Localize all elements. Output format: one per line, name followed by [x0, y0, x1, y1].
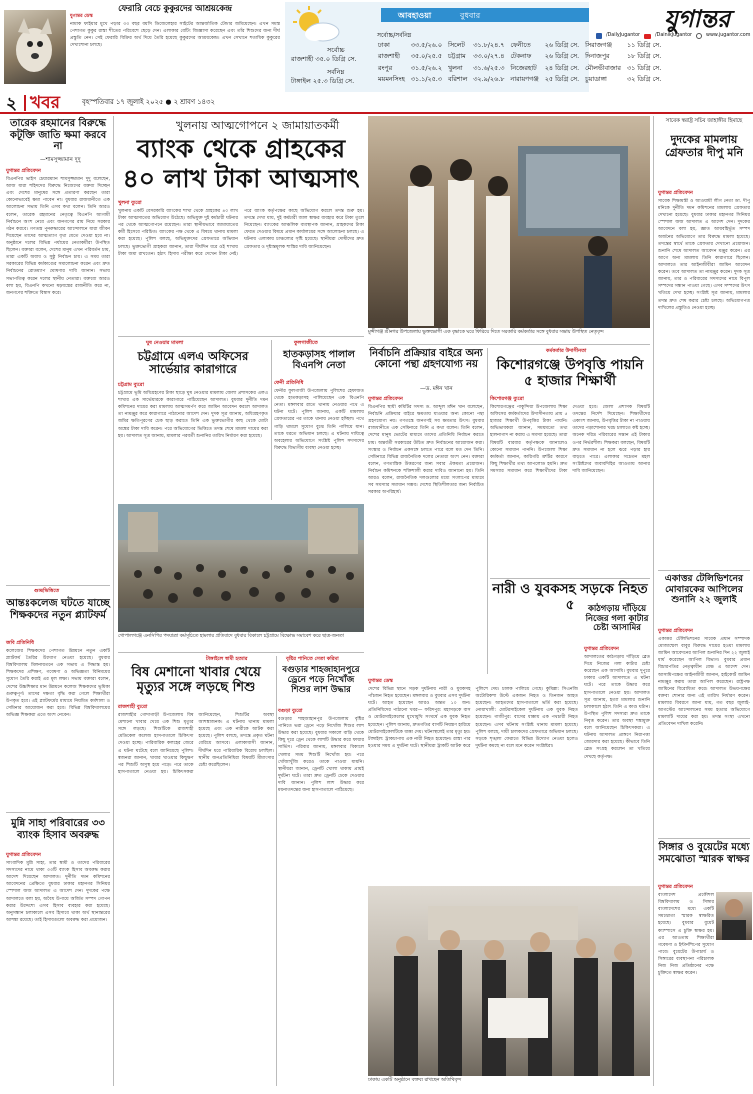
weather-cell: ৩১.৮/২৪.৭	[473, 41, 505, 49]
weather-cell: ৩২.৯/২৬.৮	[473, 74, 505, 83]
col1-story1-byline: যুগান্তর প্রতিবেদন	[6, 168, 41, 174]
lead-byline: খুলনা ব্যুরো	[118, 200, 142, 206]
weather-cell: ২৬ ডিগ্রি সে.	[544, 52, 580, 61]
right2-byline: যুগান্তর প্রতিবেদন	[658, 628, 693, 634]
col1-story2-body: কলেজের শিক্ষকদের পেশাগত উন্নয়নে নতুন একটি প্ল্যাটফর্ম তৈরির উদ্যোগ নেওয়া হয়েছে। বুধবার বিশ্ববিদ্যালয় মিলনায়তনে এক সভায় এ সিদ্ধান্ত হয়। শিক্ষকদের প্রশিক্ষণ, গবেষণা ও অভিজ্ঞতা বিনিময়ের সুযোগ তৈরি করাই এর মূল লক্ষ্য। সভায় বক্তারা বলেন, দেশের উচ্চশিক্ষার মান উন্নয়নে কলেজ শিক্ষকদের ভূমিকা গুরুত্বপূর্ণ। তাদের দক্ষতা বৃদ্ধি করা গেলে শিক্ষার্থীরা উপকৃত হবে। এই প্ল্যাটফর্মের মাধ্যমে নিয়মিত কর্মশালা ও সেমিনার আয়োজন করা হবে। বিভিন্ন বিশ্ববিদ্যালয়ের অভিজ্ঞ শিক্ষকরা এতে অংশ নেবেন।	[6, 649, 110, 718]
weather-cell: নারায়ণগঞ্জ	[510, 74, 539, 83]
kishor-byline: কিশোরগঞ্জ ব্যুরো	[490, 396, 524, 402]
weather-cell: দিনাজপুর	[585, 52, 610, 61]
right-sep2	[658, 838, 750, 839]
right2-headline[interactable]: একাত্তর টেলিভিশনের মোবারকের আপিলের শুনানি ২২ জুলাই	[664, 573, 744, 606]
weather-cell: সিরাজগঞ্জ	[585, 41, 612, 49]
weather-cell: চুয়াডাঙ্গা	[585, 74, 607, 83]
weather-max-value: রাজশাহী ৩৫.০ ডিগ্রি সে.	[291, 55, 357, 63]
weather-cell: মৌলভীবাজার	[585, 63, 621, 72]
poison-headline[interactable]: বিষ মেশানো খাবার খেয়ে মৃত্যুর সঙ্গে লড়ছে শিশু	[131, 665, 261, 695]
weather-cell: ফেনীতে	[510, 41, 531, 49]
poison-body: রাজশাহীর গোদাগাড়ী উপজেলায় বিষ মেশানো খাবার খেয়ে এক শিশু মৃত্যুর সঙ্গে লড়ছে। শিশুটিকে রাজশাহী মেডিকেল কলেজ হাসপাতালে চিকিৎসা দেওয়া হচ্ছে। পারিবারিক কলহের জেরে এ ঘটনা ঘটেছে বলে জানিয়েছে পুলিশ। স্বজনরা জানান, খাবার খাওয়ার কিছুক্ষণ পর শিশুটি অসুস্থ হয়ে পড়ে। পরে তাকে হাসপাতালে নেওয়া হয়। চিকিৎসকরা জানিয়েছেন, শিশুটির অবস্থা আশঙ্কাজনক। এ ঘটনায় থানায় মামলা হয়েছে এবং এক নারীকে আটক করা হয়েছে। পুলিশ বলছে, তদন্তে প্রকৃত ঘটনা বেরিয়ে আসবে। এলাকাবাসী জানান, দীর্ঘদিন ধরে পারিবারিক বিরোধ চলছিল। স্থানীয় জনপ্রতিনিধিরা বিষয়টি মীমাংসার চেষ্টা করেছিলেন।	[118, 713, 274, 775]
women-headline[interactable]: নারী ও যুবকসহ সড়কে নিহত ৫	[492, 581, 648, 613]
weather-row	[375, 63, 664, 74]
weather-cell: চট্টগ্রাম	[447, 52, 466, 61]
right3-byline: যুগান্তর প্রতিবেদন	[658, 884, 693, 890]
mid-sep1	[368, 344, 650, 345]
weather-tab: আবহাওয়া	[398, 11, 432, 20]
bogura-rule	[276, 656, 277, 1086]
col1-story3-body: সাংবাদিক মুন্নি সাহা, তার স্বামী ও তাদের পরিবারের সদস্যদের নামে থাকা ৩৩টি ব্যাংক হিসাব অবরুদ্ধ করার আদেশ দিয়েছেন আদালত। দুর্নীতি দমন কমিশনের আবেদনের প্রেক্ষিতে বুধবার ঢাকার মহানগর সিনিয়র স্পেশাল জজ আদালত এ আদেশ দেন। দুদকের পক্ষে আদালতে বলা হয়, অবৈধ উপায়ে অর্জিত সম্পদ গোপন করার উদ্দেশ্যে এসব হিসাব ব্যবহার করা হয়েছে। অনুসন্ধান চলাকালে এসব হিসাবে থাকা অর্থ স্থানান্তরের আশঙ্কা রয়েছে। তাই হিসাবগুলো অবরুদ্ধ করা প্রয়োজন।	[6, 861, 110, 923]
weather-row	[375, 74, 664, 85]
weather-row	[375, 40, 664, 51]
poison-kicker: টাঙ্গাইলে স্বামী হত্যার	[206, 656, 248, 662]
weather-min-label: সর্বনিম্ন	[327, 68, 345, 76]
lead-sep2	[118, 652, 364, 653]
website-link[interactable]: www.jugantor.com	[706, 32, 751, 38]
right3-body: বাংলাদেশ প্রকৌশল বিশ্ববিদ্যালয় ও সিঙ্গার বাংলাদেশের মধ্যে একটি সমঝোতা স্মারক স্বাক্ষরিত হয়েছে। বুধবার বুয়েট ক্যাম্পাসে এ চুক্তি স্বাক্ষর হয়। এর আওতায় শিক্ষার্থীরা গবেষণা ও ইন্টার্নশিপের সুযোগ পাবে। বুয়েটের উপাচার্য ও সিঙ্গারের ব্যবস্থাপনা পরিচালক নিজ নিজ প্রতিষ্ঠানের পক্ষে চুক্তিতে স্বাক্ষর করেন।	[658, 893, 714, 977]
top-promo-body: নামাক ফাইয়ার মুখে পড়ার ৩৩ বছর বয়সি ডিজেলেহার সাইটের আন্তর্জাতিক টেন্ডার জমিয়েছেন। এখন সমস্ত পেশাগত কুকুর রাস্তা শীতের পরিবেশে ছেড়ে দেন। এলাকার বেটিং জিজ্ঞাসা করেছেন এবং তাঁর শিশুদের জন্য দীর্ঘ প্রস্তুতি নেন। সেই ফেরারি বিক্রির অর্থ দিয়ে তৈরি হয়েছে কুকুরদের আশ্রয়কেন্দ্র। এখন সেখানে শতাধিক কুকুরের দেখাশোনা চলছে।	[70, 22, 280, 49]
top-promo[interactable]	[4, 2, 280, 92]
event-photo	[368, 886, 650, 1076]
kishor-headline[interactable]: কিশোরগঞ্জে উপবৃত্তি পায়নি ৫ হাজার শিক্ষার্থী	[496, 357, 644, 389]
col1-rule	[113, 116, 114, 1086]
page-number: ২	[6, 94, 18, 114]
section-name: খবর	[30, 93, 60, 113]
lead-sep	[118, 336, 364, 337]
social-bar	[596, 31, 752, 41]
right-rule	[653, 116, 654, 1086]
bogura-byline: বগুড়া ব্যুরো	[278, 708, 303, 714]
col1-story3-headline[interactable]: মুন্নি সাহা পরিবারের ৩৩ ব্যাংক হিসাব অবরুদ্ধ	[11, 818, 105, 841]
election-sub: —ড. মঈন খান	[420, 386, 453, 392]
weather-cell: ২৬ ডিগ্রি সে.	[544, 41, 580, 49]
court-headline[interactable]: কাঠগড়ায় দাঁড়িয়ে নিজের গলা কাটার চেষ্টা আসামির	[585, 603, 649, 633]
weather-table	[375, 40, 664, 85]
right1-byline: যুগান্তর প্রতিবেদন	[658, 190, 693, 196]
weather-cell: ৩১.১/২৫.৩	[410, 74, 442, 83]
election-headline[interactable]: নির্বাচনি প্রক্রিয়ার বাইরে অন্য কোনো পন্থা গ্রহণযোগ্য নয়	[369, 348, 483, 371]
crowd-photo	[118, 504, 364, 632]
right1-body: সাবেক শিক্ষামন্ত্রী ও আওয়ামী লীগ নেতা ডা. দীপু মনিকে দুর্নীতি দমন কমিশনের মামলায় গ্রেফতার দেখানো হয়েছে। বুধবার ঢাকার মহানগর সিনিয়র স্পেশাল জজ আদালত এ আদেশ দেন। দুদকের আবেদনে বলা হয়, জ্ঞাত আয়বহির্ভূত সম্পদ অর্জনের অভিযোগে তার বিরুদ্ধে মামলা হয়েছে। তদন্তের স্বার্থে তাকে গ্রেফতার দেখানো প্রয়োজন। শুনানি শেষে আদালত আবেদন মঞ্জুর করেন। এর আগে অন্য মামলায় তিনি কারাগারে ছিলেন। আদালতে তার আইনজীবীরা জামিন আবেদন করেন। তবে আদালত তা নামঞ্জুর করেন। দুদক সূত্র জানায়, তার ও পরিবারের সদস্যদের নামে বিপুল সম্পদের সন্ধান পাওয়া গেছে। এসব সম্পদের উৎস খতিয়ে দেখা হচ্ছে। সংশ্লিষ্ট সূত্র জানায়, মামলার তদন্ত দ্রুত শেষ করার চেষ্টা চলছে। অভিযোগপত্র দাখিলের প্রস্তুতিও নেওয়া হচ্ছে।	[658, 199, 750, 311]
facebook-icon[interactable]	[596, 33, 602, 39]
weather-day: বুধবার	[460, 11, 481, 20]
weather-cell: ৩৩.৫/২৬.০	[410, 41, 442, 49]
sun-cloud-icon	[291, 6, 343, 47]
col1-sep1	[6, 585, 110, 586]
weather-cell: বরিশাল	[447, 74, 468, 83]
col1-story2-kicker: গুচ্ছভিত্তিতে	[34, 588, 60, 594]
meeting-photo	[368, 116, 650, 328]
weather-cell: ৩৫.০/২৫.৫	[410, 52, 442, 61]
top-promo-byline: যুগান্তর ডেস্ক	[70, 14, 93, 19]
col1-story2-headline[interactable]: আন্তঃকলেজ ঘটতে যাচ্ছে শিক্ষকদের নতুন প্ল্যাটফর্ম	[6, 598, 110, 621]
weather-cell: ময়মনসিংহ	[378, 74, 405, 83]
small1-headline[interactable]: চট্টগ্রামে এলএ অফিসের সার্ভেয়ার কারাগারে	[137, 349, 249, 377]
event-photo-caption: ঢাকায় একটি অনুষ্ঠানে বক্তব্য রাখছেন অতিথিবৃন্দ	[368, 1078, 462, 1083]
person-photo	[716, 892, 752, 940]
meeting-photo-caption: মুন্সীগঞ্জ শ্রীনগর উপজেলায় ভুক্তভোগী এক বৃদ্ধাকে ঘরে ফিরিয়ে দিতে সরকারি কর্মকর্তার সঙ্গে বুধবার সভায় উপস্থিত নেতৃবৃন্দ	[368, 330, 604, 335]
small1-byline: চট্টগ্রাম ব্যুরো	[118, 382, 145, 388]
kishor-body: কিশোরগঞ্জের পাকুন্দিয়া উপজেলায় শিক্ষা অফিসের কর্মকর্তাদের উদাসীনতায় প্রায় ৫ হাজার শিক্ষার্থী উপবৃত্তির টাকা পায়নি। অভিভাবকরা জানান, সময়মতো তথ্য হালনাগাদ না করায় এ সমস্যা হয়েছে। তারা বিষয়টি বারবার কর্তৃপক্ষকে জানালেও কোনো সমাধান পাননি। উপজেলা শিক্ষা কর্মকর্তা জানান, কারিগরি ত্রুটির কারণে কিছু শিক্ষার্থীর তথ্য আপলোড হয়নি। দ্রুত সমস্যার সমাধান করে শিক্ষার্থীদের টাকা দেওয়া হবে। জেলা প্রশাসক বিষয়টি তদন্তের নির্দেশ দিয়েছেন। শিক্ষার্থীদের একাংশ জানায়, উপবৃত্তির টাকা না পাওয়ায় তাদের পড়াশোনার খরচ চালাতে কষ্ট হচ্ছে। অনেক দরিদ্র পরিবারের সন্তান এই টাকার ওপর নির্ভরশীল। শিক্ষকরা বলছেন, বিষয়টি দ্রুত সমাধান না হলে ঝরে পড়ার হার বাড়তে পারে। এলাকার সচেতন মহল সংশ্লিষ্টদের জবাবদিহির আওতায় আনার দাবি জানিয়েছেন।	[490, 405, 650, 474]
weather-cell: রাজশাহী	[378, 52, 400, 61]
weather-cell: ঢাকা	[378, 41, 390, 49]
poison-byline: রাজশাহী ব্যুরো	[118, 704, 148, 710]
small2-headline[interactable]: হাতকড়াসহ পালাল বিএনপি নেতা	[283, 349, 355, 371]
small-rule	[271, 340, 272, 500]
weather-cell: ৩১.৫/২৬.২	[410, 63, 442, 72]
right1-kicker: সাবেক স্বরাষ্ট্র সচিব জাহাঙ্গীর হিমাছে	[665, 118, 743, 124]
weather-cell: ৩২ ডিগ্রি সে.	[626, 74, 662, 83]
facebook-handle[interactable]: /DailyJugantor	[606, 32, 641, 38]
right2-body: একাত্তর টেলিভিশনের সাবেক প্রধান সম্পাদক মোজাম্মেল বাবুর বিরুদ্ধে দায়ের হওয়া মামলায় জামিন আবেদনের আপিল শুনানির দিন ২২ জুলাই ধার্য করেছেন আপিল বিভাগ। বুধবার প্রধান বিচারপতির নেতৃত্বাধীন বেঞ্চ এ আদেশ দেন। আসামিপক্ষের আইনজীবী জানান, হাইকোর্ট জামিন নামঞ্জুর করায় তারা আপিল করেছেন। রাষ্ট্রপক্ষ জামিনের বিরোধিতা করে। আদালত উভয়পক্ষের বক্তব্য শোনার জন্য এই তারিখ নির্ধারণ করেন। মামলার বিবরণে জানা যায়, গত বছর জুলাই-আগস্টের আন্দোলনের সময় হত্যার অভিযোগে মামলাটি দায়ের করা হয়। তদন্ত সংস্থা এখনো প্রতিবেদন দাখিল করেনি।	[658, 637, 750, 728]
page-divider	[24, 95, 26, 111]
small2-body: ফেনীর ফুলগাজী উপজেলায় পুলিশের হেফাজত থেকে হাতকড়াসহ পালিয়েছেন এক বিএনপি নেতা। মঙ্গলবার রাতে থানায় নেওয়ার পথে এ ঘটনা ঘটে। পুলিশ জানায়, একটি মামলায় গ্রেফতারের পর তাকে থানায় নেওয়া হচ্ছিল। পথে গাড়ি থামলে সুযোগ বুঝে তিনি পালিয়ে যান। তাকে ধরতে অভিযান চলছে। এ ঘটনায় দায়িত্বে অবহেলার অভিযোগে সংশ্লিষ্ট পুলিশ সদস্যদের বিরুদ্ধে বিভাগীয় ব্যবস্থা নেওয়া হচ্ছে।	[274, 389, 364, 451]
weather-cell: খুলনা	[447, 63, 463, 72]
women-sep	[490, 578, 650, 579]
weather-min-value: টাঙ্গাইল ২৫.৩ ডিগ্রি সে.	[291, 77, 355, 85]
col1-story1-headline[interactable]: তারেক রহমানের বিরুদ্ধে কটূক্তি জাতি ক্ষমা করবে না	[9, 118, 107, 152]
small1-kicker: ঘুষ নেওয়ার মামলা	[146, 340, 184, 346]
lead-headline[interactable]: ব্যাংক থেকে গ্রাহকের ৪০ লাখ টাকা আত্মসাৎ	[122, 134, 360, 193]
weather-col-head: সর্বোচ্চ/সর্বনিম্ন	[377, 32, 412, 39]
weather-cell: ১১ ডিগ্রি সে.	[626, 41, 662, 49]
court-body: আদালতের কাঠগড়ায় দাঁড়িয়ে ব্লেড দিয়ে নিজের গলা কাটার চেষ্টা করেছেন এক আসামি। বুধবার দুপুরে ঢাকার একটি আদালতে এ ঘটনা ঘটে। পরে তাকে উদ্ধার করে হাসপাতালে নেওয়া হয়। আদালত সূত্র জানায়, হত্যা মামলার শুনানি চলাকালে হঠাৎ তিনি এ কাণ্ড ঘটান। উপস্থিত পুলিশ সদস্যরা দ্রুত তাকে নিবৃত্ত করেন। তার অবস্থা শঙ্কামুক্ত বলে জানিয়েছেন চিকিৎসকরা। এ ঘটনায় আদালত প্রাঙ্গণে নিরাপত্তা জোরদার করা হয়েছে। কীভাবে তিনি ব্লেড সংগ্রহ করলেন তা খতিয়ে দেখছে কর্তৃপক্ষ।	[584, 655, 650, 760]
lead-body: খুলনায় একটি বেসরকারি ব্যাংকের শাখা থেকে গ্রাহকের ৪০ লাখ টাকা আত্মসাতের অভিযোগ উঠেছে। অভিযুক্ত দুই কর্মচারী ঘটনার পর থেকে আত্মগোপনে রয়েছেন। তারা স্থানীয়ভাবে জামায়াতের কর্মী হিসেবে পরিচিত। ব্যাংকের পক্ষ থেকে এ বিষয়ে থানায় মামলা করা হয়েছে। পুলিশ বলছে, অভিযুক্তদের গ্রেফতারে অভিযান চলছে। ভুক্তভোগী গ্রাহকরা জানান, তারা দীর্ঘদিন ধরে ওই শাখায় টাকা জমা রাখতেন। হঠাৎ হিসাব পরীক্ষা করে দেখেন টাকা নেই। পরে ব্যাংক কর্তৃপক্ষের কাছে অভিযোগ করলে তদন্ত শুরু হয়। তদন্তে দেখা যায়, দুই কর্মচারী জাল স্বাক্ষর ব্যবহার করে টাকা তুলে নিয়েছেন। ব্যাংকের আঞ্চলিক ব্যবস্থাপক জানান, গ্রাহকদের টাকা ফেরত দেওয়ার বিষয়ে প্রধান কার্যালয়ের সঙ্গে আলোচনা চলছে। এ ঘটনায় এলাকায় চাঞ্চল্যের সৃষ্টি হয়েছে। স্থানীয়রা দোষীদের দ্রুত গ্রেফতার ও দৃষ্টান্তমূলক শাস্তির দাবি জানিয়েছেন।	[118, 209, 364, 257]
weather-cell: ২৪ ডিগ্রি সে.	[544, 63, 580, 72]
bogura-kicker: বৃষ্টির পানিতে সেতা করিমা	[286, 656, 339, 662]
court-byline: যুগান্তর প্রতিবেদন	[584, 646, 619, 652]
women-byline: যুগান্তর ডেস্ক	[368, 678, 393, 684]
weather-cell: টেকনাফ	[510, 52, 532, 61]
weather-cell: নিজেরহাট	[510, 63, 537, 72]
small1-body: চট্টগ্রামে ভূমি অধিগ্রহণের টাকা ছাড়ে ঘুষ নেওয়ার মামলায় জেলা প্রশাসকের এলএ শাখার এক সার্ভেয়ারকে কারাগারে পাঠিয়েছেন আদালত। বুধবার দুর্নীতি দমন কমিশনের দায়ের করা মামলায় আত্মসমর্পণ করে জামিন আবেদন করলে আদালত তা নামঞ্জুর করে কারাগারে পাঠানোর আদেশ দেন। দুদক সূত্র জানায়, অধিগ্রহণকৃত জমির ক্ষতিপূরণের চেক ছাড় করাতে তিনি এক ভুক্তভোগীর কাছ থেকে মোটা অঙ্কের টাকা দাবি করেন। পরে অভিযোগের ভিত্তিতে তদন্ত শেষে মামলা দায়ের করা হয়। আদালত সূত্র জানায়, মামলার পরবর্তী শুনানির তারিখ নির্ধারণ করা হয়েছে।	[118, 391, 268, 439]
globe-icon[interactable]	[696, 33, 702, 39]
election-body: বিএনপির স্থায়ী কমিটির সদস্য ড. আব্দুল মঈন খান বলেছেন, নির্বাচনি প্রক্রিয়ার বাইরে ক্ষমতায় যাওয়ার অন্য কোনো পন্থা গ্রহণযোগ্য নয়। গণতন্ত্রে জনগণই সব ক্ষমতার উৎস। বুধবার রাজধানীতে এক সেমিনারে তিনি এ কথা বলেন। তিনি বলেন, দেশের মানুষ ভোটের মাধ্যমে তাদের প্রতিনিধি নির্বাচন করতে চায়। অন্তর্বর্তী সরকারের উচিত দ্রুত নির্বাচনের আয়োজন করা। সংস্কার ও নির্বাচন একসঙ্গে চলতে পারে বলে মত দেন তিনি। সেমিনারে বিভিন্ন রাজনৈতিক দলের নেতারা অংশ নেন। বক্তারা বলেন, গণতান্ত্রিক উত্তরণের জন্য সবার ঐকমত্য প্রয়োজন। নির্বাচন কমিশনকে শক্তিশালী করার দাবিও জানানো হয়। তিনি আরও বলেন, রাজনৈতিক দলগুলোর মধ্যে সংলাপের মাধ্যমে সব সমস্যার সমাধান সম্ভব। দেশের স্থিতিশীলতার জন্য নির্বাচিত সরকার অপরিহার্য।	[368, 405, 484, 496]
right-sep1	[658, 570, 750, 571]
date-line: বৃহস্পতিবার ১৭ জুলাই ২০২৫ ● ২ শ্রাবণ ১৪৩২	[82, 98, 215, 106]
weather-cell: ৩১.৬/২৫.৩	[473, 63, 505, 72]
col1-story1-sub: —শামসুজ্জামান দুদু	[40, 157, 81, 163]
col1-story1-body: বিএনপির ভাইস চেয়ারম্যান শামসুজ্জামান দুদু বলেছেন, আজ যারা শহিদদের বিরুদ্ধে নিজেদের বক্তব্য দিচ্ছেন এবং দেশের মানুষের সঙ্গে প্রতারণা করছেন তারা কোনোভাবেই ক্ষমা পাবেন না। বুধবার রাজধানীতে এক আলোচনা সভায় তিনি এসব কথা বলেন। তিনি আরও বলেন, তারেক রহমানের নেতৃত্বে বিএনপি আগামী নির্বাচনে অংশ নেবে এবং জনগণের রায় নিয়ে সরকার গঠন করবে। গণতন্ত্র পুনরুদ্ধারের আন্দোলনে যারা জীবন দিয়েছেন তাদের আত্মত্যাগ বৃথা যেতে দেওয়া হবে না। অনুষ্ঠানে দলের বিভিন্ন পর্যায়ের নেতাকর্মীরা উপস্থিত ছিলেন। বক্তারা বলেন, দেশের মানুষ এখন পরিবর্তন চায়, তারা একটি অবাধ ও সুষ্ঠু নির্বাচন চায়। এ সময় তারা সরকারের বিভিন্ন কর্মকাণ্ডের সমালোচনা করেন এবং দ্রুত নির্বাচনের রোডম্যাপ ঘোষণার দাবি জানান। সভায় সভাপতিত্ব করেন দলের স্থানীয় নেতারা। বক্তব্যে আরও বলা হয়, বিএনপি কখনো ষড়যন্ত্রের রাজনীতি করে না, জনগণের শক্তিতে বিশ্বাস করে।	[6, 177, 110, 296]
col1-sep2	[6, 812, 110, 813]
weather-cell: ১৮ ডিগ্রি সে.	[626, 52, 662, 61]
youtube-handle[interactable]: /DainikJugantor	[655, 32, 693, 38]
col1-story3-byline: যুগান্তর প্রতিবেদন	[6, 852, 41, 858]
weather-cell: ৩৩.০/২৭.৪	[473, 52, 505, 61]
right1-headline[interactable]: দুদকের মামলায় গ্রেফতার দীপু মনি	[664, 133, 744, 159]
section-bar	[0, 92, 753, 114]
right3-headline[interactable]: সিঙ্গার ও বুয়েটের মধ্যে সমঝোতা স্মারক স্বাক্ষর	[658, 842, 750, 865]
top-promo-title: ফেরারি বেচে কুকুরদের আশ্রয়কেন্দ্র	[118, 3, 232, 13]
lead-kicker: খুলনায় আত্মগোপনে ২ জামায়াতকর্মী	[176, 119, 340, 132]
weather-cell: ২৫ ডিগ্রি সে.	[544, 74, 580, 83]
weather-max-label: সর্বোচ্চ	[327, 46, 345, 54]
weather-cell: ৩১ ডিগ্রি সে.	[626, 63, 662, 72]
dog-photo	[4, 10, 66, 84]
weather-cell: রংপুর	[378, 63, 393, 72]
election-byline: যুগান্তর প্রতিবেদন	[368, 396, 403, 402]
kishor-kicker: কর্মকর্তার উদাসীনতা	[546, 348, 587, 354]
bogura-headline[interactable]: বগুড়ার শাহজাহানপুরে ড্রেনে পড়ে নিখোঁজ শিশুর লাশ উদ্ধার	[282, 665, 360, 695]
col1-story2-byline: জবি প্রতিনিধি	[6, 640, 34, 646]
small2-byline: ফেনী প্রতিনিধি	[274, 380, 304, 386]
kishor-rule	[487, 348, 488, 674]
crowd-photo-caption: গোপালগঞ্জে এনসিপির পদযাত্রা কর্মসূচিতে হামলার প্রতিবাদে বুধবার বিকালে চট্টগ্রামে বিক্ষোভ সমাবেশ করে ছাত্র-জনতা	[118, 634, 344, 639]
weather-cell: সিলেট	[447, 41, 465, 49]
masthead-logo[interactable]: যুগান্তর	[664, 4, 731, 33]
small2-kicker: ফুলগাজীতে	[294, 340, 318, 346]
women-body: দেশের বিভিন্ন স্থানে সড়ক দুর্ঘটনায় নারী ও যুবকসহ পাঁচজন নিহত হয়েছেন। মঙ্গলবার ও বুধবার এসব দুর্ঘটনা ঘটে। আহত হয়েছেন আরও অন্তত ১০ জন। প্রতিনিধিদের পাঠানো খবর— ফরিদপুর: মহাসড়কে বাস ও মোটরসাইকেলের মুখোমুখি সংঘর্ষে এক যুবক নিহত হয়েছেন। পুলিশ জানায়, দ্রুতগতির বাসটি নিয়ন্ত্রণ হারিয়ে মোটরসাইকেলটিকে ধাক্কা দেয়। ঘটনাস্থলেই তার মৃত্যু হয়। টাঙ্গাইল: ট্রাকচাপায় এক নারী নিহত হয়েছেন। রাস্তা পার হওয়ার সময় এ দুর্ঘটনা ঘটে। স্থানীয়রা ট্রাকটি আটক করে পুলিশে দেয়। চালক পালিয়ে গেছে। কুমিল্লা: সিএনজি অটোরিকশা উল্টে একজন নিহত ও তিনজন আহত হয়েছেন। আহতদের হাসপাতালে ভর্তি করা হয়েছে। নোয়াখালী: মোটরসাইকেল দুর্ঘটনায় এক যুবক নিহত হয়েছেন। গাজীপুর: বাসের ধাক্কায় এক পথচারী নিহত হয়েছেন। এসব ঘটনায় সংশ্লিষ্ট থানায় মামলা হয়েছে। পুলিশ বলছে, দায়ী চালকদের গ্রেফতারে অভিযান চলছে। সড়কে শৃঙ্খলা ফেরাতে বিভিন্ন উদ্যোগ নেওয়া হলেও দুর্ঘটনা কমছে না বলে মনে করেন সংশ্লিষ্টরা।	[368, 687, 578, 749]
youtube-icon[interactable]	[644, 34, 651, 39]
bogura-body: বগুড়ার শাহজাহানপুর উপজেলায় বৃষ্টির পানিতে ভরা ড্রেনে পড়ে নিখোঁজ শিশুর লাশ উদ্ধার করা হয়েছে। বুধবার সকালে বাড়ি থেকে কিছু দূরে ড্রেন থেকে লাশটি উদ্ধার করে ফায়ার সার্ভিস। পরিবার জানায়, মঙ্গলবার বিকালে খেলার সময় শিশুটি নিখোঁজ হয়। পরে খোঁজাখুঁজি করেও তাকে পাওয়া যায়নি। স্থানীয়রা জানান, ড্রেনটি খোলা থাকায় প্রায়ই দুর্ঘটনা ঘটে। তারা দ্রুত ড্রেনটি ঢেকে দেওয়ার দাবি জানান। পুলিশ লাশ উদ্ধার করে ময়নাতদন্তের জন্য হাসপাতালে পাঠিয়েছে।	[278, 717, 364, 794]
weather-row	[375, 51, 664, 62]
